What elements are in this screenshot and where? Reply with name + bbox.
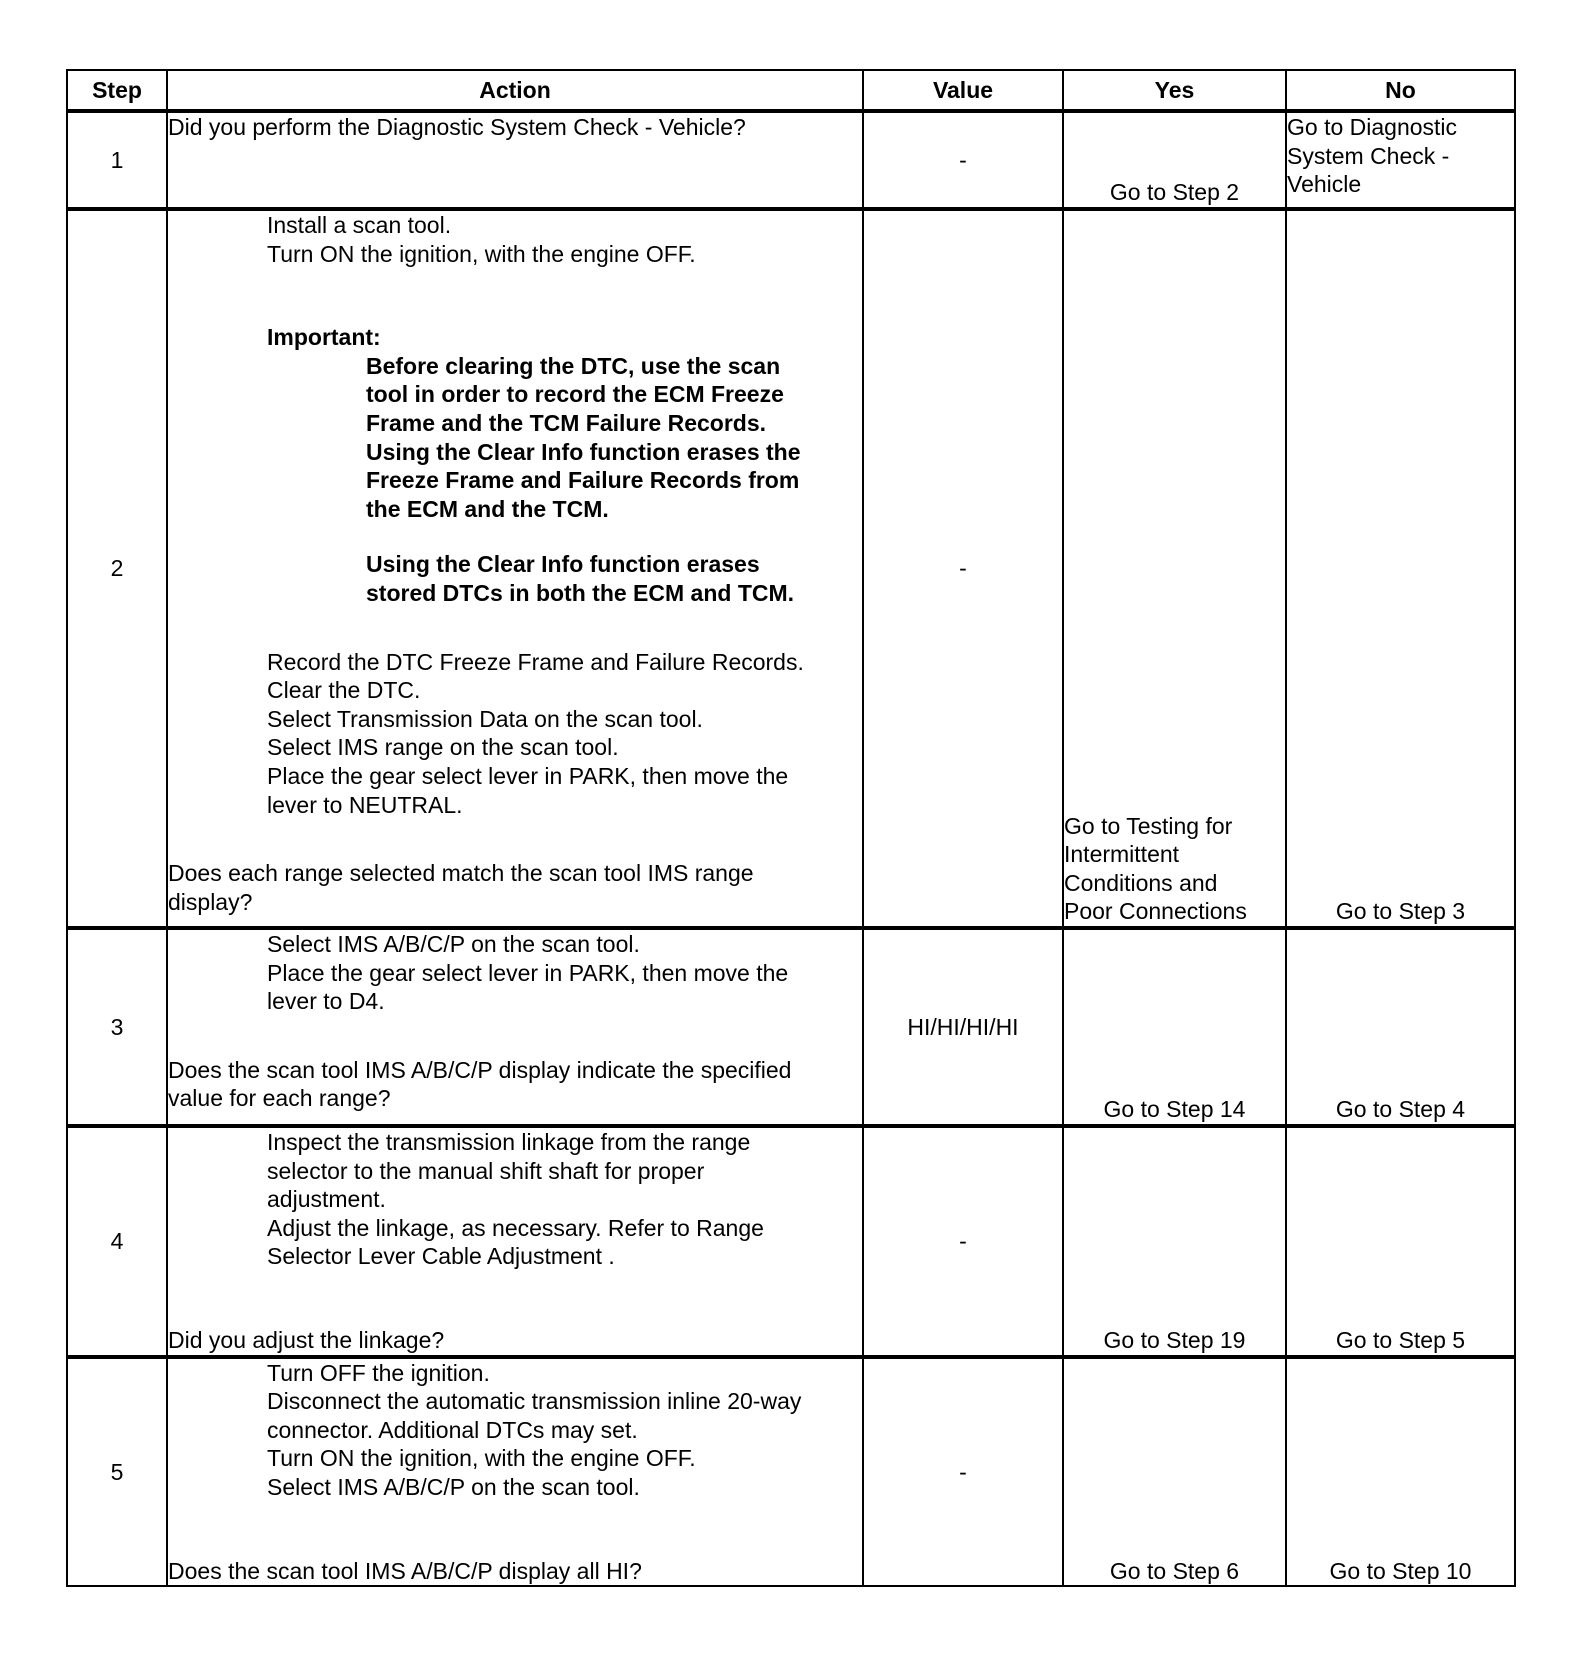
yes-line: Conditions and xyxy=(1064,869,1218,896)
header-value: Value xyxy=(863,70,1063,111)
action-line: Selector Lever Cable Adjustment . xyxy=(267,1243,615,1270)
step-number: 5 xyxy=(67,1357,167,1587)
no-cell: Go to Step 10 xyxy=(1286,1357,1515,1587)
yes-line: Poor Connections xyxy=(1064,898,1247,925)
important-line: Frame and the TCM Failure Records. xyxy=(366,409,767,436)
action-cell xyxy=(167,111,863,209)
action-line: Disconnect the automatic transmission inline 20-way xyxy=(267,1388,802,1415)
action-line: connector. Additional DTCs may set. xyxy=(267,1416,638,1443)
value-cell: - xyxy=(863,209,1063,928)
question-text: Did you adjust the linkage? xyxy=(168,1326,445,1353)
diagnostic-table xyxy=(66,69,1516,1587)
no-cell: Go to Step 5 xyxy=(1286,1126,1515,1357)
question-text: Does each range selected match the scan tool IMS range xyxy=(168,860,754,887)
action-line: adjustment. xyxy=(267,1186,386,1213)
table-row xyxy=(67,1357,1515,1587)
value-cell: - xyxy=(863,111,1063,209)
value-cell: - xyxy=(863,1357,1063,1587)
question-text: Does the scan tool IMS A/B/C/P display all HI? xyxy=(168,1557,642,1584)
important-line: Freeze Frame and Failure Records from xyxy=(366,467,800,494)
header-row xyxy=(67,70,1515,111)
no-line: Go to Diagnostic xyxy=(1287,114,1458,140)
action-line: Inspect the transmission linkage from the range xyxy=(267,1129,751,1155)
yes-cell: Go to Step 19 xyxy=(1063,1126,1286,1357)
important-line: tool in order to record the ECM Freeze xyxy=(366,381,784,408)
action-line: Place the gear select lever in PARK, then move the xyxy=(267,959,789,986)
action-line: lever to NEUTRAL. xyxy=(267,791,463,818)
action-line: lever to D4. xyxy=(267,988,385,1015)
important-label: Important: xyxy=(267,324,381,351)
action-line: selector to the manual shift shaft for proper xyxy=(267,1157,705,1184)
important-line: Using the Clear Info function erases the xyxy=(366,438,801,465)
no-cell: Go to Step 4 xyxy=(1286,928,1515,1126)
question-text: display? xyxy=(168,888,253,915)
important-line: Using the Clear Info function erases xyxy=(366,551,760,578)
important-line: stored DTCs in both the ECM and TCM. xyxy=(366,579,795,606)
action-line: Place the gear select lever in PARK, then move the xyxy=(267,762,789,789)
header-step: Step xyxy=(67,70,167,111)
no-line: Vehicle xyxy=(1287,171,1362,198)
action-cell xyxy=(167,1357,863,1587)
header-action: Action xyxy=(167,70,863,111)
yes-cell: Go to Step 14 xyxy=(1063,928,1286,1126)
action-line: Turn ON the ignition, with the engine OFF. xyxy=(267,1445,696,1472)
value-cell: - xyxy=(863,1126,1063,1357)
important-line: the ECM and the TCM. xyxy=(366,495,609,522)
table-row xyxy=(67,209,1515,928)
table-row xyxy=(67,111,1515,209)
question-text: Did you perform the Diagnostic System Check - Vehicle? xyxy=(168,114,746,140)
no-line: System Check - xyxy=(1287,142,1450,169)
action-line: Select Transmission Data on the scan tool. xyxy=(267,705,703,732)
yes-cell: Go to Step 6 xyxy=(1063,1357,1286,1587)
action-line: Adjust the linkage, as necessary. Refer to Range xyxy=(267,1214,764,1241)
action-line: Clear the DTC. xyxy=(267,677,421,704)
action-line: Turn ON the ignition, with the engine OFF. xyxy=(267,240,696,267)
yes-cell: Go to Step 2 xyxy=(1063,111,1286,209)
question-text: Does the scan tool IMS A/B/C/P display indicate the specified xyxy=(168,1056,792,1083)
action-line: Select IMS A/B/C/P on the scan tool. xyxy=(267,1473,640,1500)
action-line: Record the DTC Freeze Frame and Failure Records. xyxy=(267,648,804,675)
no-cell xyxy=(1286,111,1515,209)
action-cell xyxy=(167,928,863,1126)
action-line: Select IMS A/B/C/P on the scan tool. xyxy=(267,931,640,957)
header-no: No xyxy=(1286,70,1515,111)
action-line: Install a scan tool. xyxy=(267,212,452,238)
header-yes: Yes xyxy=(1063,70,1286,111)
action-cell xyxy=(167,209,863,928)
no-cell: Go to Step 3 xyxy=(1286,209,1515,928)
yes-line: Go to Testing for xyxy=(1064,812,1233,839)
step-number: 4 xyxy=(67,1126,167,1357)
yes-cell xyxy=(1063,209,1286,928)
table-row xyxy=(67,1126,1515,1357)
step-number: 1 xyxy=(67,111,167,209)
important-line: Before clearing the DTC, use the scan xyxy=(366,352,781,379)
action-cell xyxy=(167,1126,863,1357)
step-number: 3 xyxy=(67,928,167,1126)
action-line: Select IMS range on the scan tool. xyxy=(267,734,619,761)
value-cell: HI/HI/HI/HI xyxy=(863,928,1063,1126)
action-line: Turn OFF the ignition. xyxy=(267,1359,490,1386)
step-number: 2 xyxy=(67,209,167,928)
question-text: value for each range? xyxy=(168,1085,391,1112)
yes-line: Intermittent xyxy=(1064,841,1180,868)
table-row xyxy=(67,928,1515,1126)
